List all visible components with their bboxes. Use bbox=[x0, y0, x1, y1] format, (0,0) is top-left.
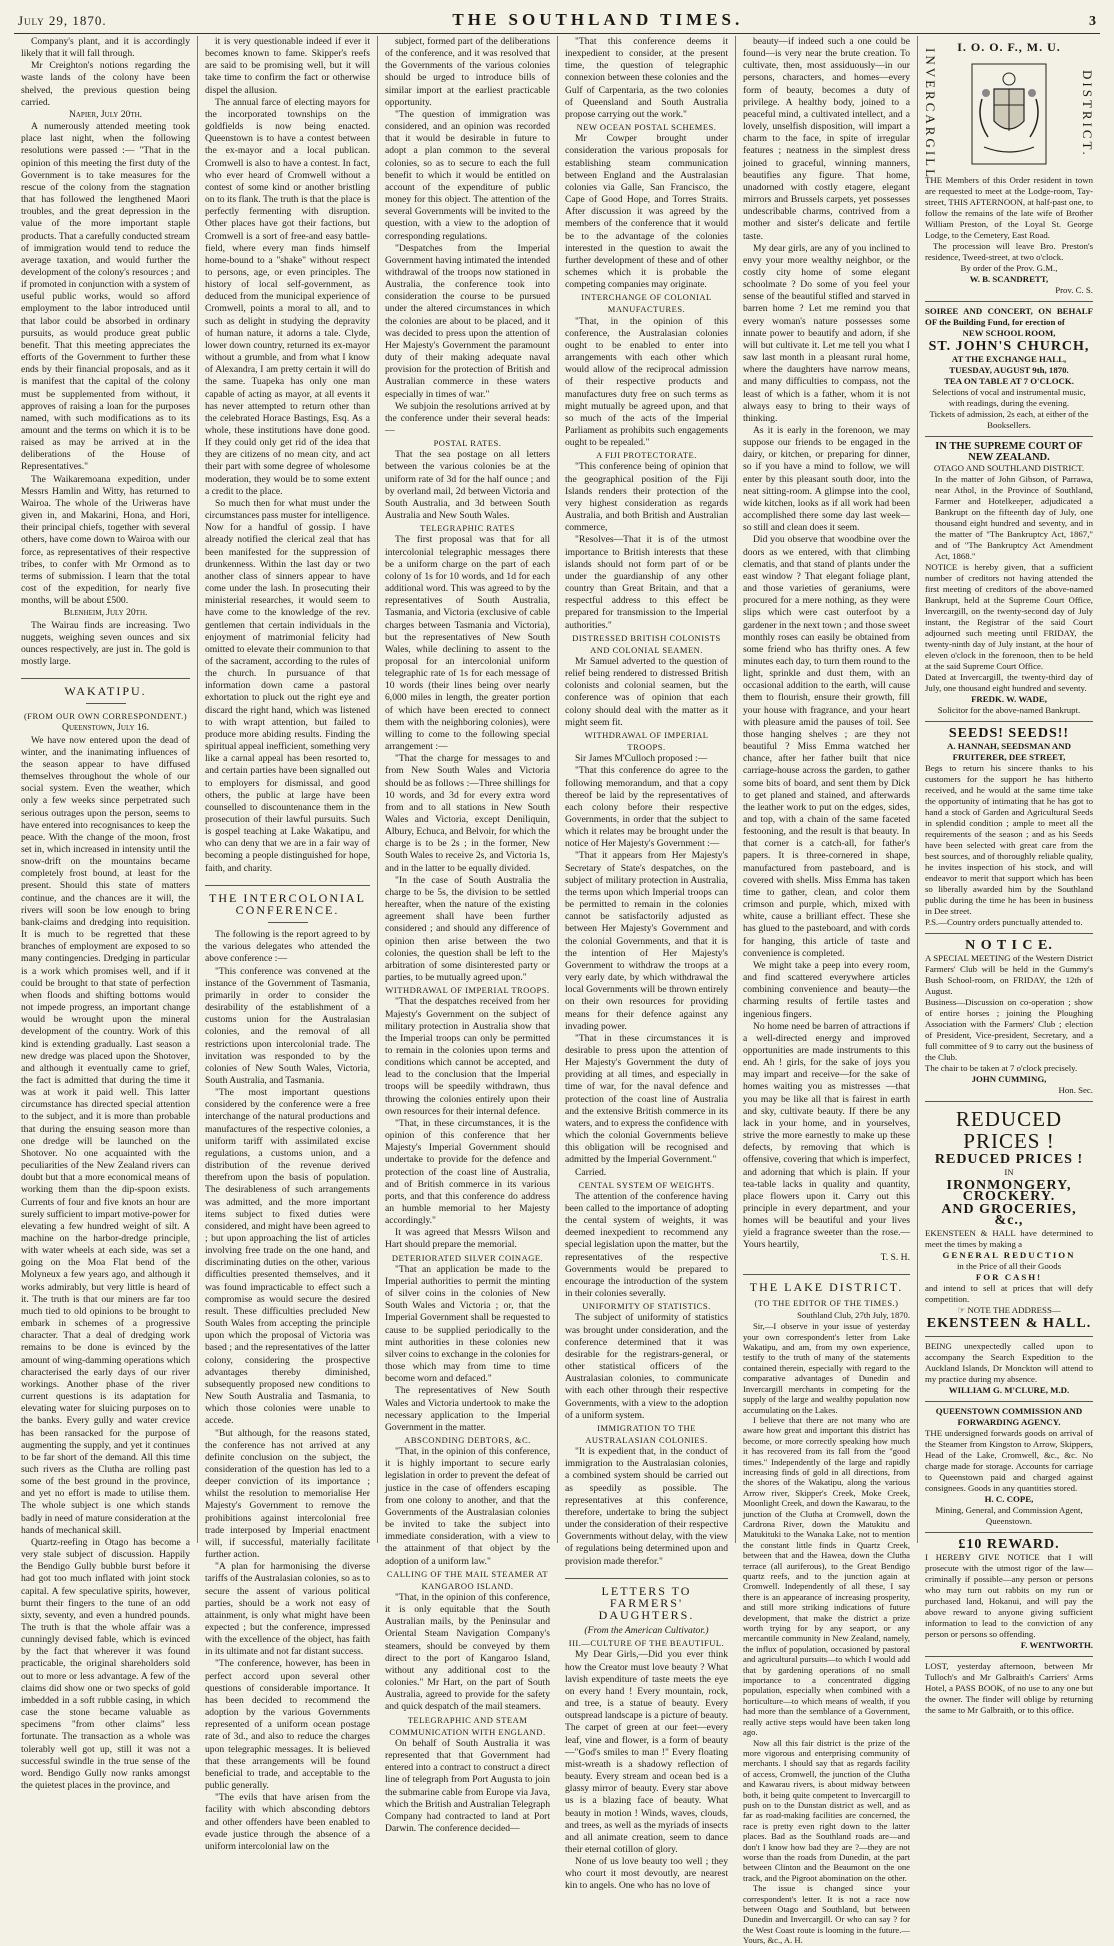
subheading: WITHDRAWAL OF IMPERIAL TROOPS. bbox=[385, 985, 550, 996]
section-heading: WAKATIPU. bbox=[21, 678, 190, 697]
seeds-ps: P.S.—Country orders punctually attended to. bbox=[925, 917, 1083, 927]
column-1 bbox=[14, 36, 198, 1792]
subheading: CALLING OF THE MAIL STEAMER AT KANGAROO ISLAND. bbox=[386, 1568, 549, 1591]
soiree-notice bbox=[925, 302, 1093, 437]
paragraph: "A plan for harmonising the diverse tariffs of the Australasian colonies, so as to secure the assent of various political parties, should be a work not easy of attainment, is only what might have been expected ; but the conference, impressed with the excellence of the object, has faith in its ultimate and not far distant success. bbox=[205, 1561, 371, 1658]
paragraph: "That the charge for messages to and from New South Wales and Victoria should be as follows :—Three shillings for 10 words, and 3d for every extra word from and to all stations in New South Wales and Victoria, except Deniliquin, Albury, Echuca, and Belvoir, for which the charge is to be 2s ; in the former, New South Wales to receive 2s, and Victoria 1s, and in the latter to be equally divided. bbox=[385, 753, 550, 874]
lodge-title: I. O. O. F., M. U. bbox=[957, 40, 1061, 54]
court-notice-body: NOTICE is hereby given, that a sufficient number of creditors not having attended the first meeting of creditors of the above-named Bankrupt, held at the Supreme Court Office, Invercargill, on the twenty-second day of July instant, the Registrar of the said Court adjourned such meeting until FRIDAY, the twenty-ninth day of July instant, at the hour of eleven o'clock in the forenoon, then to be held at the said Supreme Court Office. bbox=[925, 562, 1093, 671]
column-3 bbox=[378, 36, 558, 1834]
reduced-in: IN bbox=[1004, 1167, 1014, 1177]
reduced-price: in the Price of all their Goods bbox=[956, 1261, 1062, 1271]
paragraph: So much then for what must under the circumstances pass muster for intelligence. Now for a handful of gossip. I have already notified the clerical zeal that has been manifested for the suppression of drunkenness. Within the last day or two another class of sinners appear to have come under the lash. In prosecuting their ministerial researches, it would seem to have come to the knowledge of the rev. gentlemen that certain individuals in the enjoyment of matrimonial felicity had omitted to elevate their communion to that of the sacrament, according to the rules of the church. In pursuance of that information down came a pastoral exhortation to pluck out the right eye and discard the right hand, which was listened to with wrapt attention, but failed to produce more abiding results. Finding the spiritual appeal inefficient, something very like a carnal appeal has been resorted to, and certain parties have been signalled out to employers for dismissal, and good others, the public at large have been counselled to discountenance them in the prosecution of their lawful pursuits. Such is gospel teaching at Lake Wakatipu, and who can deny that we are in a fair way of becoming a people distinguished for hope, faith, and charity. bbox=[205, 497, 370, 874]
reduced-body-2: and intend to sell at prices that will defy competition. bbox=[925, 1283, 1093, 1304]
reward-body: I HEREBY GIVE NOTICE that I will prosecute with the utmost rigor of the law—criminally if possible—any person or persons who may turn out rabbits on my run or purchased land, Hokanui, and will pay the above reward to anyone giving sufficient information to lead to the conviction of any person or persons so offending. bbox=[925, 1552, 1093, 1639]
court-district: OTAGO AND SOUTHLAND DISTRICT. bbox=[933, 463, 1085, 473]
subheading: A FIJI PROTECTORATE. bbox=[596, 450, 697, 461]
paragraph: None of us love beauty too well ; they who court it most devoutly, are nearest kin to angels. One who has no love of bbox=[565, 1856, 728, 1892]
reduced-line-2: AND GROCERIES, &c., bbox=[941, 1202, 1077, 1228]
doctor-body: BEING unexpectedly called upon to accompany the Search Expedition to the Auckland Islands, Dr Monckton will attend to my practice during my absence. bbox=[925, 1341, 1093, 1384]
lodge-body: THE Members of this Order resident in town are requested to meet at the Lodge-room, Tay-street, THIS AFTERNOON, at half-past one, to follow the remains of the late wife of Brother William Preston, of the Loyal St. George Lodge, to the Cemetery, East Road. bbox=[925, 175, 1093, 240]
paragraph: subject, formed part of the deliberations of the conference, and it was resolved that the Governments of the various colonies should be urged to introduce bills of similar import at the earliest practicable opportunity. bbox=[385, 36, 550, 108]
farmers-club-notice bbox=[925, 934, 1093, 1102]
paragraph: It was agreed that Messrs Wilson and Hart should prepare the memorial. bbox=[385, 1227, 550, 1251]
paragraph: The following is the report agreed to by the various delegates who attended the above conference :— bbox=[205, 929, 370, 965]
notice-business: Business—Discussion on co-operation ; show of entire horses ; joining the Ploughing Association with the Farmers' Club ; election of President, Vice-president, Secretary, and a full committee of 9 to carry out the business of the Club. bbox=[925, 997, 1093, 1062]
court-matter: In the matter of John Gibson, of Parrawa, near Athol, in the Province of Southland, Farmer and Hotelkeeper, adjudicated a Bankrupt on the fifteenth day of July, one thousand eight hundred and seventy, and in the matter of "The Bankruptcy Act, 1867," and of "The Bankruptcy Act Amendment Act, 1868." bbox=[935, 474, 1093, 561]
subheading: INTERCHANGE OF COLONIAL MANUFACTURES. bbox=[581, 292, 712, 315]
dateline: Queenstown, July 16. bbox=[62, 722, 149, 734]
paragraph: On behalf of South Australia it was represented that that Government had entered into a contract to construct a direct line of telegraph from Port Augusta to join the submarine cable from Europe via Java, which the British and Australian Telegraph Company had contracted to land at Port Darwin. The conference decided— bbox=[385, 1737, 550, 1834]
soiree-line-1: SOIREE AND CONCERT, ON BEHALF OF the Building Fund, for erection of bbox=[925, 306, 1093, 327]
subheading: NEW OCEAN POSTAL SCHEMES. bbox=[576, 122, 717, 133]
paragraph: "But although, for the reasons stated, the conference has not arrived at any definite conclusion on the subject, the consideration of the question has led to a deeper conviction of its importance ; whilst the resolution to memorialise Her Majesty's Government to remove the prohibitions against intercolonial free trade interposed by Imperial enactment will, if successful, materially facilitate further action. bbox=[205, 1427, 370, 1561]
subheading: TELEGRAPHIC RATES bbox=[420, 523, 515, 534]
subheading: UNIFORMITY OF STATISTICS. bbox=[582, 1301, 711, 1312]
paragraph: As it is early in the forenoon, we may suppose our friends to be engaged in the dairy, or kitchen, or preparing for dinner, so if you have a mind to follow, we will enter by this pleasant south door, into the neat sitting-room. A glimpse into the cool, wide kitchen, looks as if all work had been accomplished there some day last week—so still and clean does it seem. bbox=[743, 425, 910, 534]
soiree-line-7: Selections of vocal and instrumental music, with readings, during the evening. bbox=[932, 387, 1086, 408]
reward-signed: F. WENTWORTH. bbox=[1020, 1640, 1093, 1650]
section-heading: THE LAKE DISTRICT. bbox=[743, 1274, 910, 1293]
queenstown-signed: H. C. COPE, bbox=[984, 1494, 1034, 1504]
paragraph: "The conference, however, has been in perfect accord upon several other questions of considerable importance. It has been decided to recommend the adoption by the various Governments represented of a uniform ocean postage rate of 3d., and also to reduce the charges upon telegraphic messages. It is believed that these arrangements will be found beneficial to trade, and acceptable to the public generally. bbox=[205, 1658, 370, 1792]
paragraph: "Despatches from the Imperial Government having intimated the intended withdrawal of the troops now stationed in Australia, the conference took into consideration the course to be pursued under the altered circumstances in which the colonies are about to be placed, and it was decided to press upon the attention of Her Majesty's Government the paramount duty of their making adequate naval provision for the protection of British and Australian commerce in these waters especially in times of war." bbox=[385, 242, 550, 400]
paragraph: "That, in the opinion of this conference, the Australasian colonies ought to be enabled to enter into arrangements with each other which would allow of the reciprocal admission of their respective products and manufactures duty free on such terms as might mutually be agreed upon, and that so much of the acts of the Imperial Parliament as prohibits such engagements ought to be repealed." bbox=[565, 315, 728, 449]
lost-notice bbox=[925, 1657, 1093, 1721]
reduced-line-1: IRONMONGERY, CROCKERY. bbox=[946, 1178, 1072, 1204]
newspaper-title: THE SOUTHLAND TIMES. bbox=[452, 10, 744, 29]
paragraph: We subjoin the resolutions arrived at by the conference under their several heads:— bbox=[385, 400, 550, 436]
source-line: (From the American Cultivator.) bbox=[584, 1625, 709, 1637]
reduced-sub: REDUCED PRICES ! bbox=[934, 1152, 1084, 1167]
soiree-line-3: ST. JOHN'S CHURCH, bbox=[928, 339, 1090, 354]
reduced-firm: EKENSTEEN & HALL. bbox=[926, 1316, 1092, 1331]
paragraph: Carried. bbox=[575, 1166, 607, 1178]
paragraph: Quartz-reefing in Otago has become a very stale subject of discussion. Happily the Bendigo Gully bubble burst before it had got too much inflated with joint stock capital. A few speculative spirits, however, burnt their fingers to the tune of an odd sixty, seventy, and even a hundred pounds. The truth is that the whole affair was a cunningly devised fable, which is evinced by the fact that wherever it was found practicable, the original shareholders sold out to more or less advantage. A few of the claims did show one or two specks of gold imbedded in a soft rubble casing, in which case the stone became valuable as specimens "from other claims" less fortunate. The transaction as a whole was tolerably well got up, still it was not a successful swindle in the true sense of the word. Bendigo Gully now ranks amongst the quietest places in the province, and bbox=[21, 1536, 190, 1792]
queenstown-title: QUEENSTOWN COMMISSION AND FORWARDING AGENCY. bbox=[935, 1406, 1083, 1427]
paragraph: "This conference being of opinion that the geographical position of the Fiji Islands renders their protection of the very highest consideration as regards Australia, and both British and Australian commerce, bbox=[565, 461, 728, 534]
court-notice bbox=[925, 437, 1093, 722]
paragraph: "This conference was convened at the instance of the Government of Tasmania, primarily in order to consider the desirability of the establishment of a customs union for the Australasian colonies, and the removal of all restrictions upon intercolonial trade. The invitation was responded to by the colonies of New South Wales, Victoria, South Australia, and Tasmania. bbox=[205, 965, 370, 1086]
paragraph: "That an application be made to the Imperial authorities to permit the minting of silver coins in the colonies of New South Wales and Victoria ; or, that the Imperial Government shall be requested to cause to be supplied periodically to the mint authorities in these colonies new silver coins to exchange in the colonies for those which may from time to time become worn and defaced." bbox=[385, 1263, 550, 1385]
reduced-note bbox=[925, 1305, 1093, 1316]
issue-date: July 29, 1870. bbox=[18, 13, 107, 28]
paragraph: No home need be barren of attractions if a well-directed energy and improved opportunities are made instruments to this end. Ah ! girls, for the sake of joys you may impart and receive—for the sake of homes waiting you as mistresses —that you may be like all that is fairest in earth and sky, cultivate beauty. If there be any lack in your home, and in yourselves, strive the more earnestly to make up these defects, by removing that which is offensive, covering that which is imperfect, and adorning that which is plain. If your tea-table lacks in quality and quantity, place flowers upon it. Carry out this principle in every department, and your homes will be beautiful and your lives yield a fragrance sweeter than the rose.—Yours heartily, bbox=[743, 1020, 910, 1251]
queenstown-agency-ad bbox=[925, 1402, 1093, 1533]
reduced-general: GENERAL REDUCTION bbox=[942, 1250, 1076, 1260]
correspondent-line: (FROM OUR OWN CORRESPONDENT.) bbox=[23, 711, 188, 722]
queenstown-body: THE undersigned forwards goods on arrival of the Steamer from Kingston to Arrow, Skippers, Head of the Lake, Cromwell, &c., &c. No charge made for storage. Accounts for carriage to Queenstown paid and charged against consignees. Goods in any quantities stored. bbox=[925, 1428, 1093, 1493]
paragraph: Did you observe that woodbine over the doors as we entered, with that climbing clematis, and that stand of plants under the east window ? That elegant foliage plant, and those varieties of geraniums, were procured for a mere nothing, as they were slips which were cast outerfoot by a gardener in the next town ; and those sweet monthly roses can easily be obtained from some friend who has thrifty ones. A few minutes each day, to turn them round to the light, sprinkle and dust them, with an occasional addition to the earth, will cause them to flourish, ensure their growth, fill your house with fragrance, and your heart with pleasure amid the pauses of toil. See those hanging shelves ; are they not beautiful ? Miss Emma watched her chance, after her father built that nice carriage-house across the garden, to gather some bits of board, and sent them by Dick to get planed and stained, and afterwards the leather work to put on the edges, sides, and top, with a chain of the same faceted festooning, and the result is that beauty. In that corner is a catch-all, for father's papers. It is three-cornered in shape, manufactured from pasteboard, and is covered with shells. Miss Emma has taken time to gather, clean, and color them crimson and purple, which, mixed with white, cause a brilliant effect. These she has glued to the pasteboard, and with cords for hanging, this article of taste and convenience is completed. bbox=[743, 534, 910, 959]
paragraph: "That, in the opinion of this conference, it is only equitable that the South Australian mails, by the Peninsular and Oriental Steam Navigation Company's steamers, should be conveyed by them direct to the port of Kangaroo Island, without any additional cost to the colonies." Mr Hart, on the part of South Australia, agreed to provide for the safety and quick despatch of the mail steamers. bbox=[385, 1592, 550, 1713]
paragraph: Mr Cowper brought under consideration the various proposals for establishing steam communication between England and the Australasian colonies via Galle, San Francisco, the Cape of Good Hope, and Torres Straits. After discussion it was agreed by the members of the conference that it would be to the advantage of the colonies interested in the question to await the further development of these and of other schemes which it is probable the competing companies may originate. bbox=[565, 133, 728, 291]
subheading: DISTRESSED BRITISH COLONISTS AND COLONIAL SEAMEN. bbox=[572, 632, 721, 655]
paragraph: My Dear Girls,—Did you ever think how the Creator must love beauty ? What lavish expenditure of taste meets the eye on every hand ! Every mountain, rock, and tree, is a statue of beauty. Every outspread landscape is a picture of beauty. The carpet of green at our feet—every leaf, vine and flower, is a form of beauty —"God's smiles to man !" Every floating mist-wreath is a shadowy reflection of beauty. Every stream and ocean bed is a glassy mirror of beauty. Every star above us is a blazing face of beauty. What beauty in motion ! Winds, waves, clouds, and trees, as well as the myriads of insects and all animate creation, seem to dance their eternal cotillon of glory. bbox=[565, 1649, 728, 1855]
lodge-signed: W. B. SCANDRETT, bbox=[969, 274, 1049, 284]
paragraph: The issue is changed since your correspondent's letter. It is not a race now between Otago and Southland, but between Dunedin and Invercargill. Or who can say ? for the West Coast route is looming in the future.—Yours, &c., A. H. bbox=[743, 1883, 910, 1946]
paragraph: Sir,—I observe in your issue of yesterday your own correspondent's letter from Lake Wakatipu, and am, from my own experience, testify to the truth of many of the statements contained therein, especially with regard to the comparative advantages of Dunedin and Invercargill merchants in competing for the supply of the large and wealthy population now accumulating on the Lakes. bbox=[743, 1321, 910, 1415]
subheading: ABSCONDING DEBTORS, &C. bbox=[404, 1434, 531, 1445]
paragraph: Company's plant, and it is accordingly likely that it will fall through. bbox=[21, 36, 190, 60]
queenstown-role: Mining, General, and Commission Agent, Queenstown. bbox=[935, 1505, 1083, 1526]
doctor-signed: WILLIAM G. M'CLURE, M.D. bbox=[948, 1385, 1070, 1395]
paragraph: Now all this fair district is the prize of the more vigorous and enterprising community of merchants. I should say that as regards facility of access, Cromwell, the junction of the Clutha and Kawarau rivers, is about midway between both, it being quite competent to Invercargill to push on to the Dunstan district as well, and as far as road-making facilities are concerned, the race is pretty even right down to the latter places. Bad as the Southland roads are—and don't I know how bad they are ?—they are not worse than the roads from Dunedin, at the part between Clinton and the Beaumont on the one track, and the Pigroot abomination on the other. bbox=[743, 1737, 910, 1883]
paragraph: "That, in these circumstances, it is the opinion of this conference that her Majesty's Imperial Government should undertake to provide for the defence and protection of the coast line of Australia, and of British commerce in its various ports, and that this conference do address an humble memorial to her Majesty accordingly." bbox=[385, 1117, 550, 1227]
subheading: TELEGRAPHIC AND STEAM COMMUNICATION WITH ENGLAND. bbox=[389, 1714, 546, 1737]
lost-body: LOST, yesterday afternoon, between Mr Tulloch's and Mr Galbraith's Carriers' Arms Hotel, a PASS BOOK, of no use to any one but the owner. The finder will oblige by returning the same to Mr Galbraith, or to this office. bbox=[925, 1661, 1093, 1715]
court-title: IN THE SUPREME COURT OF NEW ZEALAND. bbox=[935, 441, 1083, 463]
paragraph: "The most important questions considered by the conference were a free interchange of the natural productions and manufactures of the respective colonies, a uniform tariff with assimilated excise regulations, a customs union, and a distribution of the revenue derived therefrom upon the basis of population. The desirableness of such arrangements was admitted, and the more important items subject to fixed duties were considered, and might have been agreed to ; but upon approaching the list of articles involving free trade on the one hand, and discriminating duties on the other, various difficulties presented themselves, and it was found impracticable to effect such a compromise as would secure the desired result. These difficulties precluded New South Wales from accepting the principle upon which the proposal of Victoria was based ; and the representatives of the latter colony, considering the prospective advantages thereby diminished, subsequently proposed new conditions to New South Australia and Tasmania, to which those colonies were unable to accede. bbox=[205, 1087, 370, 1427]
lodge-order: By order of the Prov. G.M., bbox=[960, 263, 1058, 273]
side-label-left: INVERCARGILL bbox=[923, 47, 938, 181]
dateline: Napier, July 20th. bbox=[68, 108, 143, 120]
court-dated: Dated at Invercargill, the twenty-third day of July, one thousand eight hundred and seventy. bbox=[925, 672, 1093, 693]
notice-body: A SPECIAL MEETING of the Western District Farmers' Club will be held in the Gummy's Bush School-room, on FRIDAY, the 12th of August. bbox=[925, 953, 1093, 996]
column-5 bbox=[736, 36, 918, 1946]
reduced-note-text: NOTE THE ADDRESS— bbox=[967, 1305, 1061, 1315]
paragraph: I believe that there are not many who are aware how great and important this district has become, or more correctly speaking how much it has recovered from its fall from the "good times." Independently of the large and rapidly increasing finds of gold in all directions, from the shores of the Wakatipu, along the various Arrow river, Skipper's Creek, Moke Creek, Moonlight Creek, and down the Kawarau, to the junction of the Clutha at Cromwell, down the Cardrona River, down the Matukitu and Matukituki to the Wanaka Lake, not to mention the constant little finds in Quartz Creek, between that and the Hawea, down the Clutha terrace (all auriferous), to the Great Bendigo quartz reefs, and to the junction again at Cromwell. Independently of all these, I say there is an appearance of increasing prosperity, and still more striking indications of future development, that make the district a prize worth trying for by any seaport, or any mercantile community in New Zealand, namely, the influx of population, occasioned by pastoral and agricultural pursuits—to which I would add that by gardening operations of no small importance to a concentrated digging population, especially when combined with a horticulture—to which means of wealth, if you had more than the semblance of a Government, really active steps would have been taken long ago. bbox=[743, 1414, 910, 1738]
paragraph: Mr Creighton's notions regarding the waste lands of the colony have been shelved, the previous question being carried. bbox=[21, 60, 190, 108]
soiree-line-8: Tickets of admission, 2s each, at either of the Booksellers. bbox=[929, 409, 1089, 430]
soiree-line-2: NEW SCHOOL ROOM, bbox=[962, 328, 1056, 338]
paragraph: "That this conference do agree to the following memorandum, and that a copy thereof be laid by the representatives of each colony before their respective Governments, in order that the subject to which it relates may be brought under the notice of Her Majesty's Government :— bbox=[565, 765, 728, 850]
notice-role: Hon. Sec. bbox=[1058, 1085, 1093, 1095]
reward-notice bbox=[925, 1533, 1093, 1657]
paragraph: The attention of the conference having been called to the importance of adopting the cental system of weights, it was deemed inexpedient to recommend any special legislation upon the matter, but the representatives of the respective Governments would be prepared to encourage the introduction of the system in their colonies severally. bbox=[565, 1190, 728, 1300]
paragraph: The subject of uniformity of statistics was brought under consideration, and the conference determined that it was desirable for the registrars-general, or other statistical officers of the Australasian colonies, to communicate with each other through their respective Governments, with a view to the adoption of a uniform system. bbox=[565, 1312, 728, 1421]
doctor-notice bbox=[925, 1337, 1093, 1402]
paragraph: The annual farce of electing mayors for the incorporated townships on the goldfields is now being enacted. Queenstown is to have a contest between the ex-mayor and a local publican. Cromwell is also to have a contest. In fact, who ever heard of Cromwell without a contest of some kind or another bristling on to its flank. The truth is that the place is perfectly fermenting with disruption. Other places have got their factions, but Cromwell is a sort of free-and easy battle-field, where every man finds himself home-bound to a "shake" without respect to persons, age, or even principles. The history of local self-government, as deduced from the municipal experience of Cromwell, points a moral to all, and to such as delight in studying the depravity of human nature, it adorns a tale. Clyde, lower down country, returned its ex-mayor without a grumble, and from what I know of Alexandra, I am pretty certain it will do the same. Tuapeka has only one man capable of acting as mayor, at all events it has never attempted to return other than the celebrated Horace Bastings, Esq. As a whole, these institutions have done good. If they could only get rid of the idea that they are citizens of no mean city, and act their part with some degree of wholesome moderation, they would be to some extent a credit to the place. bbox=[205, 96, 370, 497]
reduced-headline: REDUCED PRICES ! bbox=[955, 1107, 1063, 1153]
lodge-role: Prov. C. S. bbox=[1055, 285, 1093, 295]
soiree-line-4: AT THE EXCHANGE HALL, bbox=[951, 354, 1067, 364]
section-heading: LETTERS TO FARMERS' DAUGHTERS. bbox=[565, 1578, 728, 1621]
lodge-body-2: The procession will leave Bro. Preston's residence, Tweed-street, at two o'clock. bbox=[925, 241, 1093, 262]
paragraph: "That, in the opinion of this conference, it is highly important to secure early legislation in order to prevent the defeat of justice in the case of offenders escaping from one colony to another, and that the Governments of the Australasian colonies be invited to take the subject into immediate consideration, with a view to the attainment of that object by the adoption of a uniform law." bbox=[385, 1446, 550, 1567]
coat-of-arms-icon bbox=[964, 59, 1054, 169]
paragraph: A numerously attended meeting took place last night, when the following resolutions were passed :— "That in the opinion of this meeting the first duty of the Government is to take measures for the rescue of the colony from the stagnation that has followed the lengthened Maori troubles, and the great depression in the value of the more important staple products. That a carefully conducted stream of immigration would tend to reduce the average taxation, and would further the development of the colony's resources ; and if promoted in conjunction with a system of useful public works, would so afford employment to the labor introduced until that labor could be absorbed in ordinary pursuits, as would produce great public benefit. That this meeting appreciates the efforts of the Government to further these ends by their financial proposals, and as it is manifest that the capital of the colony must be supplemented from without, it approves of raising a loan for the purposes named, with such modifications as to its amount and the terms on which it is to be raised as may be arrived at in the deliberations of the House of Representatives." bbox=[21, 121, 190, 473]
seeds-firm: A. HANNAH, SEEDSMAN AND FRUITERER, DEE STREET, bbox=[947, 741, 1071, 762]
soiree-line-5: TUESDAY, AUGUST 9th, 1870. bbox=[949, 365, 1069, 375]
column-6-advertisements bbox=[918, 36, 1100, 1715]
page-number: 3 bbox=[1088, 14, 1096, 29]
notice-title: N O T I C E. bbox=[965, 938, 1053, 953]
column-4 bbox=[558, 36, 736, 1892]
paragraph: The Waikaremoana expedition, under Messrs Hamlin and Witty, has returned to Wairoa. The whole of the Uriweras have given in, and Makarini, Hona, and Hori, their principal chiefs, together with several others, have come down to Wairoa with our force, as representatives of their respective tribes, to confer with Mr Ormond as to terms of submission. I learn that the total cost of the expedition, for nearly five months, will be about £500. bbox=[21, 473, 190, 607]
side-label-right: DISTRICT. bbox=[1080, 70, 1095, 158]
seeds-ad bbox=[925, 722, 1093, 934]
column-2 bbox=[198, 36, 378, 1852]
paragraph: "That it appears from Her Majesty's Secretary of State's despatches, on the subject of military protection in Australia, the terms upon which Imperial troops can be permitted to remain in the colonies cannot be satisfactorily adjusted as between Her Majesty's Government and the colonial Governments, and that it is the intention of Her Majesty's Government to withdraw the troops at a very early date, by which withdrawal the local Governments will be thrown entirely on their own resources for providing means for their defence against any invading power. bbox=[565, 850, 728, 1032]
paragraph: "It is expedient that, in the conduct of immigration to the Australasian colonies, a combined system should be carried out as speedily as possible. The representatives at this conference, therefore, undertake to bring the subject under the consideration of their respective Governments without delay, with the view of regulations being determined upon and provision made therefor." bbox=[565, 1446, 728, 1567]
divider bbox=[86, 703, 126, 704]
lodge-notice bbox=[925, 36, 1093, 302]
notice-signed: JOHN CUMMING, bbox=[971, 1074, 1047, 1084]
section-heading: THE INTERCOLONIAL CONFERENCE. bbox=[205, 885, 370, 916]
court-role: Solicitor for the above-named Bankrupt. bbox=[937, 705, 1081, 715]
subheading: IMMIGRATION TO THE AUSTRALASIAN COLONIES. bbox=[585, 1422, 708, 1445]
paragraph: We might take a peep into every room, and find scattered everywhere articles combining convenience and beauty—the charming results of fertile tastes and ingenious fingers. bbox=[743, 959, 910, 1020]
subheading: WITHDRAWAL OF IMPERIAL TROOPS. bbox=[584, 729, 709, 753]
paragraph: "In the case of South Australia the charge to be 5s, the division to be settled hereafter, when the nature of the existing agreement shall have been further considered ; and should any difference of opinion then arise between the two colonies, the question shall be left to the arbitration of some disinterested party or parties, to be mutually agreed upon." bbox=[385, 874, 550, 984]
subheading: POSTAL RATES. bbox=[433, 438, 502, 449]
paragraph: "The question of immigration was considered, and an opinion was recorded that it would be desirable in future to adopt a plan common to the several colonies, so as to secure to each the full benefit to which it would be entitled on account of the expenditure of public money for this object. The attention of the several Governments will be invited to the question, with a view to the adoption of corresponding regulations. bbox=[385, 108, 550, 242]
paragraph: The Wairau finds are increasing. Two nuggets, weighing seven ounces and six ounces respectively, are just in. The gold is mostly large. bbox=[21, 619, 190, 667]
masthead bbox=[14, 8, 1100, 34]
notice-chair: The chair to be taken at 7 o'clock precisely. bbox=[925, 1063, 1078, 1073]
signoff: T. S. H. bbox=[880, 1251, 910, 1263]
paragraph: My dear girls, are any of you inclined to envy your more wealthy neighbor, or the costly city home of some elegant schoolmate ? Do some of you feel your sense of the beautiful stifled and starved in barren home ? Let me remind you that every woman's nature possesses some innate power to beautify and adorn, if she will but cultivate it. Let me tell you what I saw last month in a pleasant rural home, where the daughters have narrow means, and many difficulties to compass, not the least of which is a father, whom it is not always easy to bring to their ways of thinking. bbox=[743, 242, 910, 424]
paragraph: Mr Samuel adverted to the question of relief being rendered to distressed British colonists and colonial seamen, but the conference was of opinion that each colony should deal with the matter as it might seem fit. bbox=[565, 655, 728, 728]
subheading: DETERIORATED SILVER COINAGE. bbox=[391, 1252, 544, 1263]
court-signed: FREDK. W. WADE, bbox=[971, 694, 1047, 704]
paragraph: beauty—if indeed such a one could be found—is very near the brute creation. To cultivate, then, most assiduously—in our persons, characters, and homes—every form of beauty, becomes a duty of privilege. A healthy body, joined to a peaceful mind, a cultivated intellect, and a lovely, unselfish disposition, will impart a charm to the face, in spite of irregular features ; neatness in the simplest dress joined to graceful, winning manners, beautifies any figure. That home, unadorned with costly etagere, elegant mirrors and Brussels carpets, yet possesses undescribable charms, contrived from a mother and sister's delicate and fertile taste. bbox=[743, 36, 910, 242]
seeds-body: Begs to return his sincere thanks to his customers for the support he has hitherto received, and he would at the same time take the opportunity of intimating that he has got to hand a stock of Garden and Agricultural Seeds in splendid condition ; ample to meet all the requirements of the season ; and as his Seeds have been selected with great care from the best sources, and of thoroughly reliable quality, he invites inspection of his stock, and will endeavor to merit that support which has been so liberally awarded him by the Southland public during the time he has been in business in Dee street. bbox=[925, 763, 1093, 916]
paragraph: The first proposal was that for all intercolonial telegraphic messages there be a uniform charge on the part of each colony of 1s for 10 words, and 1d for each additional word. This was agreed to by the representatives of South Australia, Tasmania, and Victoria (exclusive of cable charges between Tasmania and Victoria), but the representatives of New South Wales, while declining to assent to the proposal for an intercolonial uniform telegraphic rate of 1s for each message of 10 words (their lines being over nearly 6,000 miles in length, the greater portion of which have been erected to connect them with the neighboring colonies), were willing to come to the following special arrangement :— bbox=[385, 534, 550, 753]
paragraph: "The evils that have arisen from the facility with which absconding debtors and other offenders have been enabled to evade justice through the absence of a uniform intercolonial law on the bbox=[205, 1792, 370, 1852]
to-editor-line: (TO THE EDITOR OF THE TIMES.) bbox=[754, 1297, 899, 1308]
paragraph: it is very questionable indeed if ever it becomes known to fame. Skipper's reefs are said to be promising well, but it will take time to confirm the fact or otherwise dispel the allusion. bbox=[205, 36, 370, 96]
seeds-title: SEEDS! SEEDS!! bbox=[948, 726, 1070, 741]
dateline: Blenheim, July 20th. bbox=[63, 607, 148, 619]
reward-title: £10 REWARD. bbox=[958, 1537, 1060, 1552]
paragraph: "That this conference deems it inexpedient to consider, at the present time, the question of telegraphic connexion between these colonies and the Gulf of Carpentaria, as the two colonies of Queensland and South Australia propose carrying out the work." bbox=[565, 36, 728, 120]
paragraph: "That in these circumstances it is desirable to press upon the attention of Her Majesty's Government the duty of providing at all times, and especially in time of war, for the naval defence and protection of the coast line of Australia and the extensive British commerce in its waters, and to express the confidence with which the colonial Governments believe this obligation will be recognised and admitted by the Imperial Government." bbox=[565, 1032, 728, 1166]
subheading: CENTAL SYSTEM OF WEIGHTS. bbox=[578, 1179, 715, 1190]
paragraph: "That the despatches received from her Majesty's Government on the subject of military protection in Australia show that the Imperial troops can only be permitted to remain in the colonies upon terms and conditions which cannot be accepted, and lead to the conclusion that the Imperial troops will be speedily withdrawn, thus throwing the colonies entirely upon their own resources for their internal defence. bbox=[385, 996, 550, 1117]
letter-date: Southland Club, 27th July, 1870. bbox=[797, 1310, 910, 1321]
paragraph: The representatives of New South Wales and Victoria undertook to make the necessary application to the Imperial Government in the matter. bbox=[385, 1385, 550, 1433]
reduced-body: EKENSTEEN & HALL have determined to meet the times by making a bbox=[925, 1228, 1093, 1249]
paragraph: That the sea postage on all letters between the various colonies be at the uniform rate of 3d for the half ounce ; and by overland mail, 2d between Victoria and South Australia, and 3d between South Australia and New South Wales. bbox=[385, 449, 550, 522]
paragraph: Sir James M'Culloch proposed :— bbox=[575, 753, 708, 765]
paragraph: We have now entered upon the dead of winter, and the inanimating influences of the season appear to have diffused themselves throughout the whole of our social system. Even the weather, which only a few weeks since perpetrated such serious outrages upon the person, seems to have entered into recognisances to keep the peace. With the change of the moon, frost set in, which increased in intensity until the snow-drift on the mountains became completely frost bound, at least for the present. Should this state of matters continue, and the chances are it will, the rivers will soon be low enough to bring bank-claims and dredging into requisition. It is much to be regretted that these branches of employment are exposed to so many contingencies. Dredging in particular is a work which promises well, and if it could be brought to that state of perfection when floods and shifting bottoms would not impede progress, an important change would be wrought upon the mineral development of the country. Work of this kind is extending gradually. Last season a new dredge was placed upon the Shotover, and although it eventually came to grief, the fact is admitted that during the time it was at work it paid well. This latter circumstance has directed special attention to the subject, and it is more than probable that during the ensuing season more than one dredge will be launched on the Shotover. No one acquainted with the peculiarities of the New Zealand rivers can doubt but that a more economical means of working them than the dip-spoon exists. Currents of four and five knots an hour are surely sufficient to impart motive-power for elevating a few hundred weight of silt. A machine on the harbor-dredge principle, with water wheels at each side, was set a going on the Moa Flat bend of the Molyneux a few years ago, and although it works admirably, but very little is heard of it. The truth is that our miners are far too much tied to old opinions to be brought to embark in schemes of a progressive character. That a deal of dredging work remains to be done is evinced by the amount of wing-damming operations which characterised the early days of our river workings. Another phase of the river current questions is its adaptation for elevating water for sluicing purposes on to the banks. Every gully and water crevice has been ransacked for the purpose of augmenting the supply, and yet it continues to be far short of the demand. All this time such rivers as the Clutha are rolling past some of the best ground in the province, and yet no effort is made to utilise them. The whole subject is one which stands badly in need of mature consideration at the hands of mechanical skill. bbox=[21, 734, 191, 1536]
reduced-prices-ad bbox=[925, 1102, 1093, 1337]
paragraph: "Resolves—That it is of the utmost importance to British interests that these islands should not form part of or be under the guardianship of any other country than Great Britain, and that a respectful address to this effect be prepared for transmission to the Imperial authorities." bbox=[565, 534, 728, 631]
subheading: III.—CULTURE OF THE BEAUTIFUL. bbox=[568, 1638, 725, 1649]
pointing-hand-icon: ☞ bbox=[957, 1305, 968, 1315]
columns bbox=[14, 36, 1100, 1946]
divider bbox=[268, 922, 308, 923]
reduced-cash: FOR CASH! bbox=[975, 1272, 1043, 1282]
soiree-line-6: TEA ON TABLE AT 7 O'CLOCK. bbox=[944, 376, 1074, 386]
